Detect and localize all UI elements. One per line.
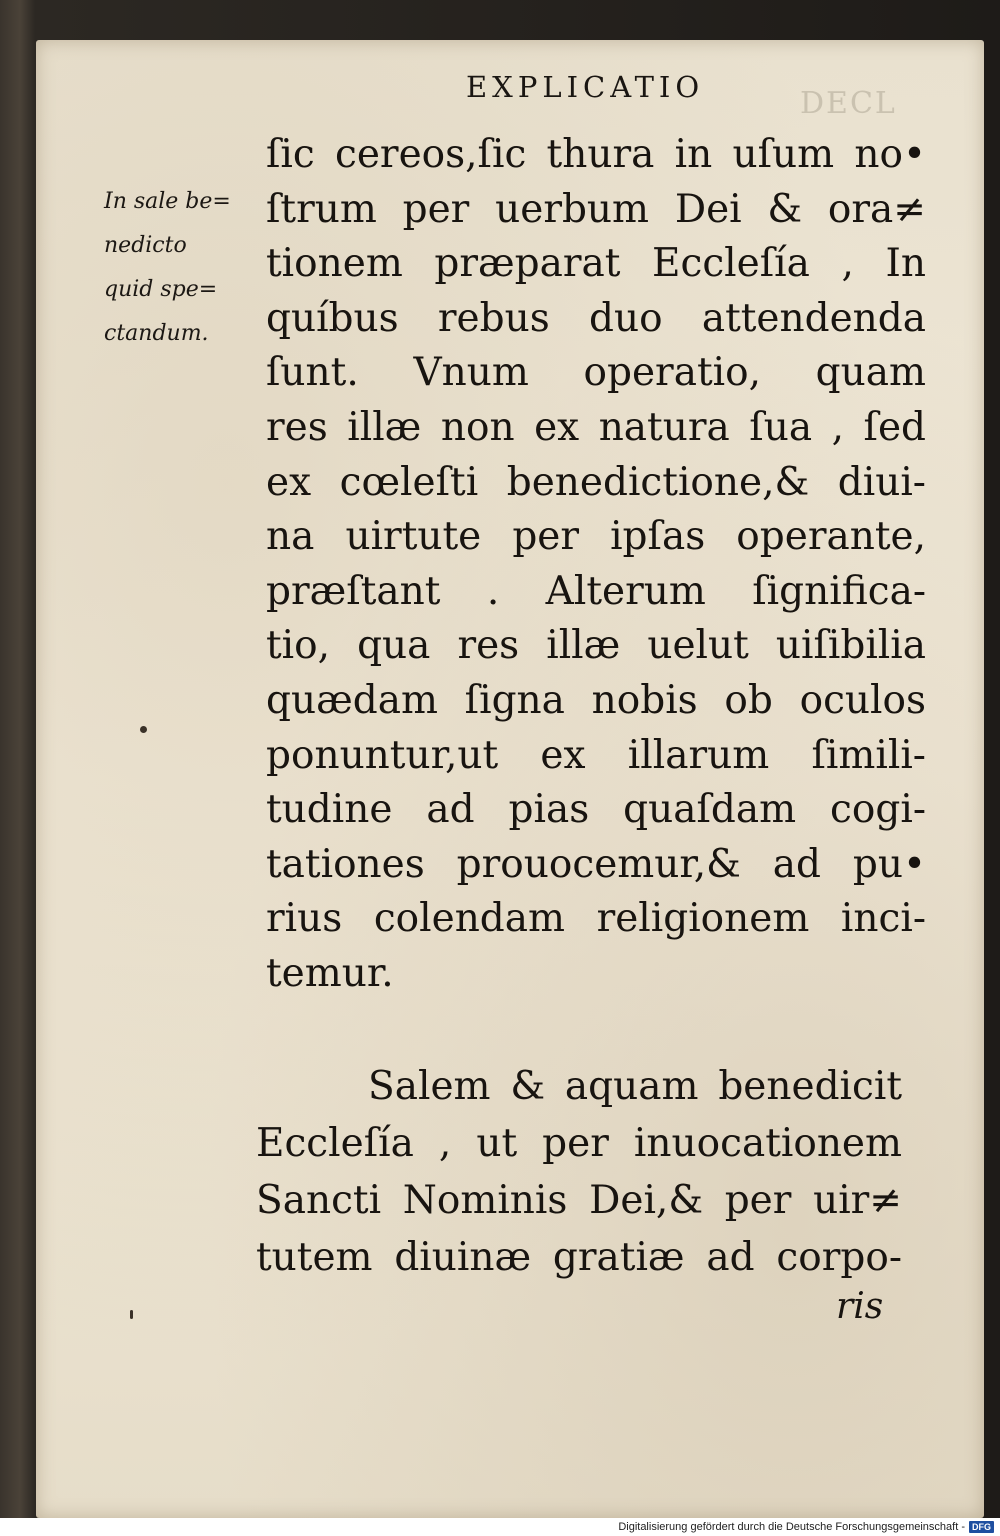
text-line: na uirtute per ipſas operante, [266, 514, 926, 560]
text-line: quíbus rebus duo attendenda [266, 295, 926, 341]
text-line: tionem præparat Eccleſía , In [266, 241, 926, 287]
dfg-logo: DFG [969, 1521, 994, 1533]
footer-credit: Digitalisierung gefördert durch die Deutsche Forschungsgemeinschaft - [618, 1521, 965, 1533]
text-line: ex cœleſti benedictione,& diui- [266, 459, 926, 505]
marginal-note-line: ctandum. [104, 321, 209, 346]
paragraph-2 [256, 1058, 902, 1286]
marginal-note [104, 180, 264, 356]
catchword: ris [836, 1286, 884, 1327]
paragraph-1 [266, 128, 926, 1002]
text-line: Salem & aquam benedicit [368, 1064, 902, 1109]
digitization-footer [0, 1518, 1000, 1536]
text-line: ponuntur,ut ex illarum ſimili- [266, 732, 926, 778]
marginal-note-line: In sale be= [104, 189, 231, 214]
text-line: ſic cereos,ſic thura in uſum no• [266, 132, 926, 177]
text-line: tio, qua res illæ uelut uiſibilia [266, 623, 926, 669]
text-line: temur. [266, 950, 394, 996]
text-line: ſunt. Vnum operatio, quam [266, 350, 926, 396]
marginal-note-line: nedicto [104, 233, 187, 258]
text-line: quædam ſigna nobis ob oculos [266, 677, 926, 723]
text-line: tutem diuinæ gratiæ ad corpo- [256, 1235, 902, 1280]
text-line: Sancti Nominis Dei,& per uir≠ [256, 1178, 902, 1223]
text-line: rius colendam religionem inci- [266, 896, 926, 942]
text-line: ſtrum per uerbum Dei & ora≠ [266, 186, 926, 232]
text-line: præſtant . Alterum ſignifica- [266, 568, 926, 614]
text-line: tudine ad pias quaſdam cogi- [266, 787, 926, 833]
text-line: Eccleſía , ut per inuocationem [256, 1121, 902, 1166]
ink-speck [130, 1310, 133, 1319]
running-head: EXPLICATIO [466, 70, 705, 104]
text-line: res illæ non ex natura ſua , ſed [266, 404, 926, 450]
marginal-note-line: quid spe= [104, 277, 218, 302]
show-through-text: DECL [800, 86, 897, 121]
ink-speck [140, 726, 147, 733]
text-line: tationes prouocemur,& ad pu• [266, 841, 926, 887]
